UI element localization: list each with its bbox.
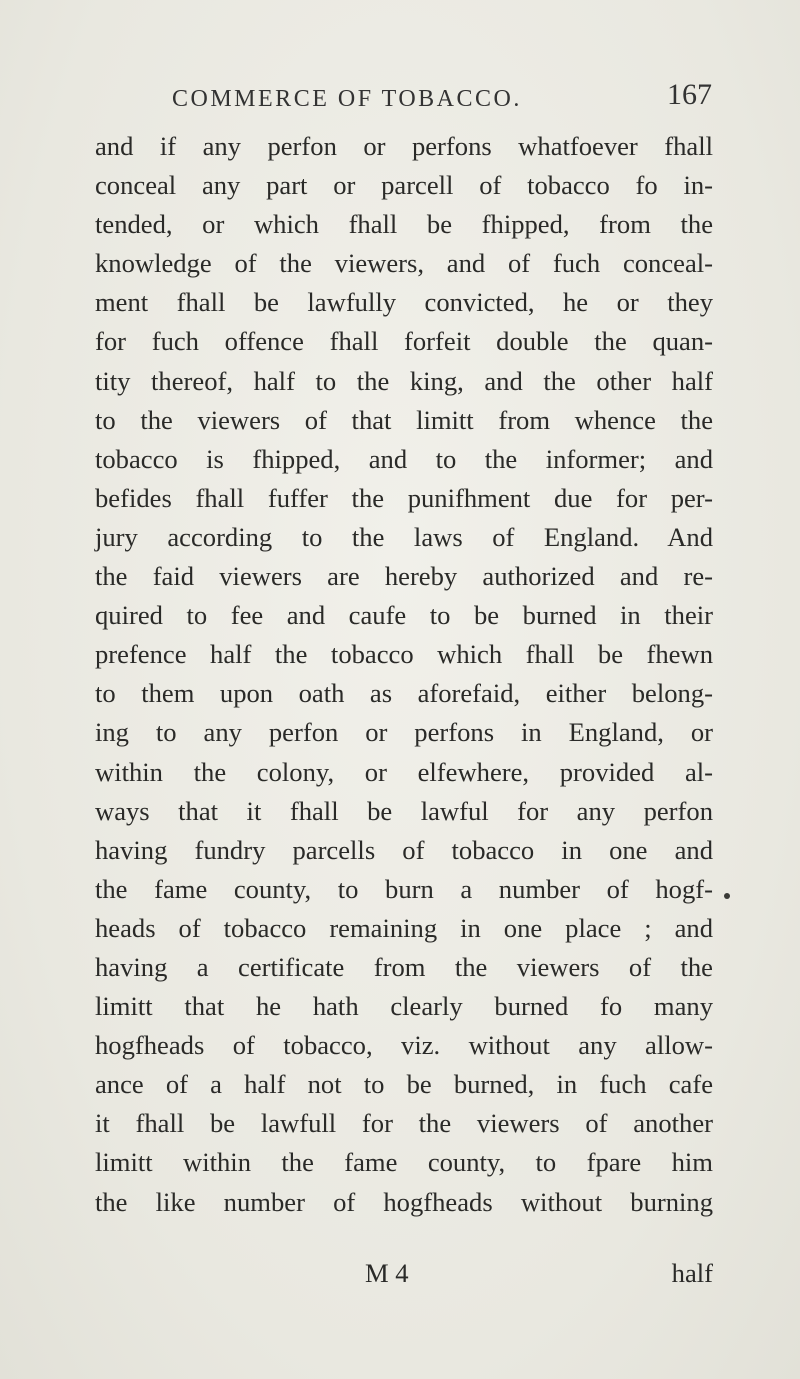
text-line: limitt that he hath clearly burned fo many bbox=[95, 991, 713, 1022]
text-line: hogfheads of tobacco, viz. without any allow- bbox=[95, 1030, 713, 1061]
text-line: to the viewers of that limitt from whence the bbox=[95, 404, 713, 435]
text-line: tobacco is fhipped, and to the informer; and bbox=[95, 443, 713, 474]
text-line: ment fhall be lawfully convicted, he or they bbox=[95, 287, 713, 318]
text-line: the faid viewers are hereby authorized and re- bbox=[95, 561, 713, 592]
text-line: to them upon oath as aforefaid, either belong- bbox=[95, 678, 713, 709]
running-head: COMMERCE OF TOBACCO. bbox=[172, 86, 522, 112]
catchword: half bbox=[671, 1258, 713, 1288]
text-line: tended, or which fhall be fhipped, from the bbox=[95, 209, 713, 240]
text-line: heads of tobacco remaining in one place ; and bbox=[95, 912, 713, 943]
page-number: 167 bbox=[667, 78, 712, 111]
text-line: having fundry parcells of tobacco in one and bbox=[95, 834, 713, 865]
text-line: ance of a half not to be burned, in fuch cafe bbox=[95, 1069, 713, 1100]
text-line: having a certificate from the viewers of the bbox=[95, 951, 713, 982]
text-line: tity thereof, half to the king, and the other half bbox=[95, 365, 713, 396]
text-line: ing to any perfon or perfons in England, or bbox=[95, 717, 713, 748]
page-header bbox=[172, 78, 712, 118]
page-footer bbox=[95, 1258, 713, 1298]
text-line: prefence half the tobacco which fhall be fhewn bbox=[95, 639, 713, 670]
text-line: for fuch offence fhall forfeit double the quan- bbox=[95, 326, 713, 357]
text-line: jury according to the laws of England. And bbox=[95, 521, 713, 552]
ink-speck bbox=[724, 893, 730, 899]
text-line: within the colony, or elfewhere, provided al- bbox=[95, 756, 713, 787]
text-line: and if any perfon or perfons whatfoever fhall bbox=[95, 131, 713, 161]
text-line: the like number of hogfheads without burning bbox=[95, 1186, 713, 1217]
text-line: conceal any part or parcell of tobacco fo in- bbox=[95, 170, 713, 201]
signature-mark: M 4 bbox=[365, 1258, 409, 1288]
text-line: quired to fee and caufe to be burned in their bbox=[95, 600, 713, 631]
text-line: the fame county, to burn a number of hogf- bbox=[95, 873, 713, 904]
text-line: limitt within the fame county, to fpare him bbox=[95, 1147, 713, 1178]
body-text bbox=[95, 127, 713, 1222]
text-line: ways that it fhall be lawful for any perfon bbox=[95, 795, 713, 826]
text-line: it fhall be lawfull for the viewers of another bbox=[95, 1108, 713, 1139]
text-line: knowledge of the viewers, and of fuch conceal- bbox=[95, 248, 713, 279]
text-line: befides fhall fuffer the punifhment due for per- bbox=[95, 482, 713, 513]
